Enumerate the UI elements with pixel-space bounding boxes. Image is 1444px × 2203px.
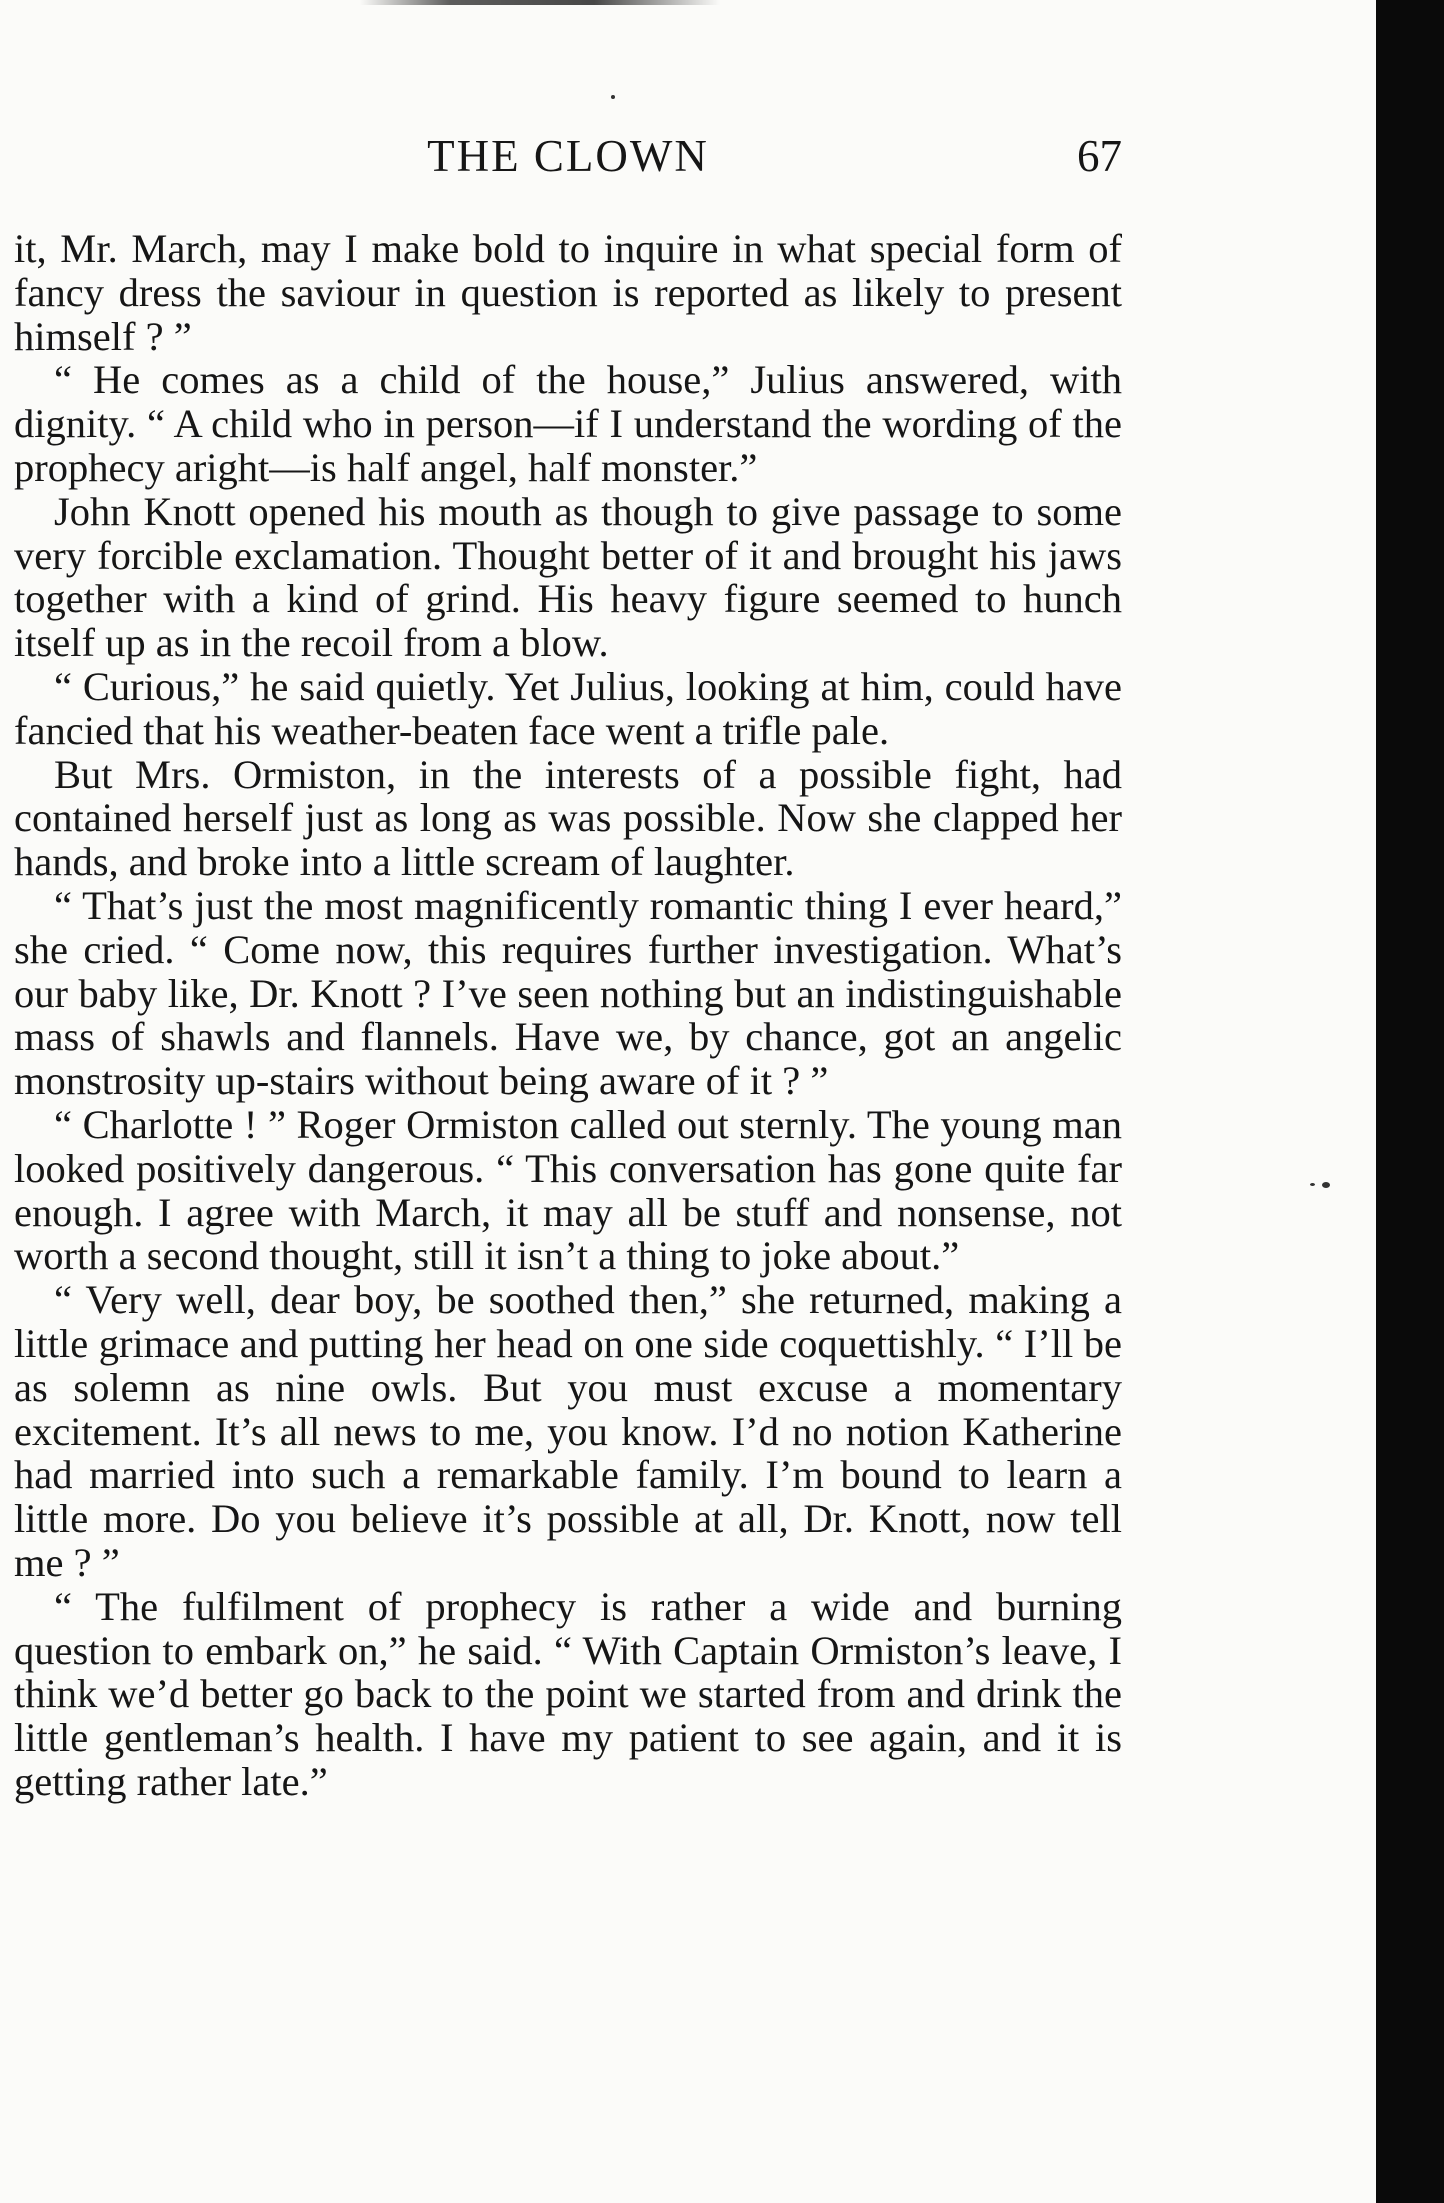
paragraph: “ Very well, dear boy, be soothed then,” she returned, making a little grimace and putting her head on one side coquettishly. “ I’ll be as solemn as nine owls. But you must excuse a momentary excitement. It’s all news to me, you know. I’d no notion Katherine had married into such a remarkable family. I’m bound to learn a little more. Do you believe it’s possible at all, Dr. Knott, now tell me ? ” [14,1277,1122,1585]
paragraph: “ Charlotte ! ” Roger Ormiston called out sternly. The young man looked positively dangerous. “ This conversation has gone quite far enough. I agree with March, it may all be stuff and nonsense, not worth a second thought, still it isn’t a thing to joke about.” [14,1101,1122,1279]
running-head: THE CLOWN [427,131,709,181]
scan-speck [1310,1183,1315,1186]
body-text [14,227,1122,1804]
scan-speck [611,95,615,99]
scan-dark-edge [1376,0,1444,2203]
paragraph: “ The fulfilment of prophecy is rather a wide and burning question to embark on,” he said. “ With Captain Ormiston’s leave, I think we’d better go back to the point we started from and drink the little gentleman’s health. I have my patient to see again, and it is getting rather late.” [14,1583,1122,1804]
scan-speck [1322,1182,1330,1188]
scan-smudge [360,0,720,5]
paragraph: “ He comes as a child of the house,” Julius answered, with dignity. “ A child who in person—if I understand the wording of the prophecy aright—is half angel, half monster.” [14,357,1122,490]
page-number: 67 [1077,131,1122,181]
paragraph: it, Mr. March, may I make bold to inquire in what special form of fancy dress the saviour in question is reported as likely to present himself ? ” [14,226,1122,359]
paragraph: But Mrs. Ormiston, in the interests of a possible fight, had contained herself just as long as was possible. Now she clapped her hands, and broke into a little scream of laughter. [14,751,1122,885]
paragraph: “ That’s just the most magnificently romantic thing I ever heard,” she cried. “ Come now, this requires further investigation. What’s our baby like, Dr. Knott ? I’ve seen nothing but an indistinguishable mass of shawls and flannels. Have we, by chance, got an angelic monstrosity up-stairs without being aware of it ? ” [14,882,1122,1104]
paragraph: John Knott opened his mouth as though to give passage to some very forcible exclamation. Thought better of it and brought his jaws together with a kind of grind. His heavy figure seemed to hunch itself up as in the recoil from a blow. [14,488,1122,666]
paragraph: “ Curious,” he said quietly. Yet Julius, looking at him, could have fancied that his weather-beaten face went a trifle pale. [14,663,1122,753]
page-header [14,130,1122,186]
